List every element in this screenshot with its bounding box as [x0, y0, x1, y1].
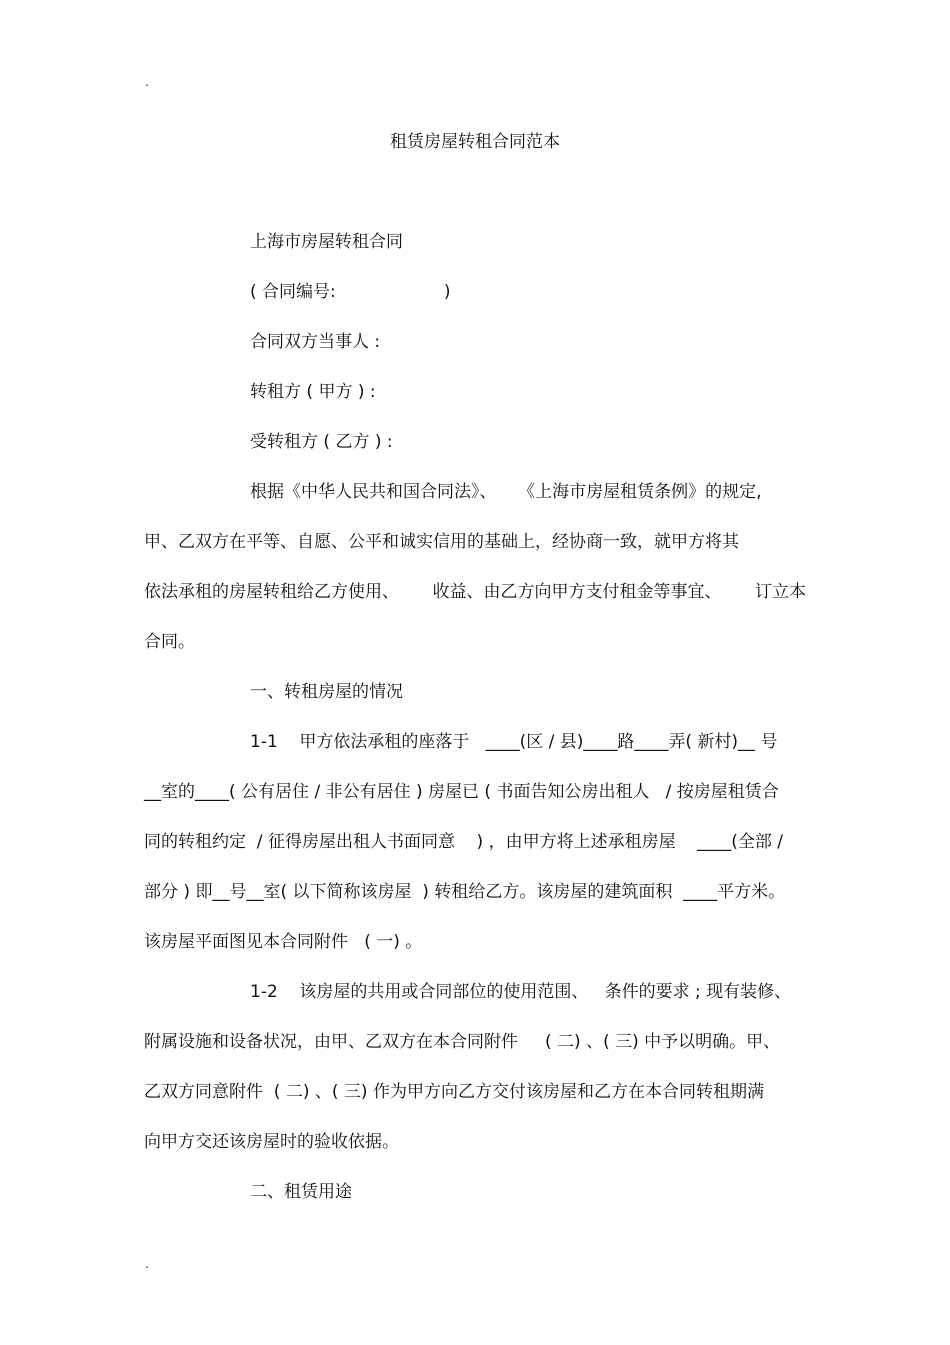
clause-1-1-line-5: 该房屋平面图见本合同附件 ( 一) 。 — [144, 932, 423, 952]
party-b-line: 受转租方 ( 乙方 ) : — [250, 432, 393, 452]
footer-mark: . — [145, 1257, 149, 1271]
clause-1-2-line-4: 向甲方交还该房屋时的验收依据。 — [144, 1132, 399, 1152]
clause-1-1-line-3: 同的转租约定 / 征得房屋出租人书面同意 ) ，由甲方将上述承租房屋 ____(全部 / — [144, 832, 783, 852]
preamble-line-3-part-3: 订立本 — [755, 582, 806, 602]
contract-number: ( 合同编号: ) — [250, 282, 451, 302]
document-title: 租赁房屋转租合同范本 — [390, 132, 560, 152]
preamble-line-1: 根据《中华人民共和国合同法》、 《上海市房屋租赁条例》的规定, — [250, 482, 762, 502]
clause-1-1-line-2: __室的____( 公有居住 / 非公有居住 ) 房屋已 ( 书面告知公房出租人 / 按房屋租赁合 — [144, 782, 779, 802]
clause-1-2-line-1: 1-2 该房屋的共用或合同部位的使用范围、 条件的要求 ; 现有装修、 — [250, 982, 792, 1002]
party-a-line: 转租方 ( 甲方 ) : — [250, 382, 376, 402]
preamble-line-2: 甲、乙双方在平等、自愿、公平和诚实信用的基础上，经协商一致，就甲方将其 — [144, 532, 739, 552]
header-mark: . — [145, 75, 149, 89]
preamble-line-3 — [144, 580, 806, 604]
section-1-heading: 一、转租房屋的情况 — [250, 682, 403, 702]
contract-heading: 上海市房屋转租合同 — [250, 232, 403, 252]
parties-label: 合同双方当事人 : — [250, 332, 381, 352]
preamble-line-4: 合同。 — [144, 632, 195, 652]
clause-1-2-line-3: 乙双方同意附件 ( 二) 、( 三) 作为甲方向乙方交付该房屋和乙方在本合同转租期满 — [144, 1082, 764, 1102]
clause-1-1-line-4: 部分 ) 即__号__室( 以下简称该房屋 ) 转租给乙方。该房屋的建筑面积 ____平方米。 — [144, 882, 786, 902]
clause-1-1-line-1: 1-1 甲方依法承租的座落于 ____(区 / 县)____路____弄( 新村)__ 号 — [250, 732, 778, 752]
preamble-line-3-part-2: 收益、由乙方向甲方支付租金等事宜、 — [432, 582, 722, 602]
preamble-line-3-part-1: 依法承租的房屋转租给乙方使用、 — [144, 582, 399, 602]
clause-1-2-line-2: 附属设施和设备状况，由甲、乙双方在本合同附件 ( 二) 、( 三) 中予以明确。甲、 — [144, 1032, 781, 1052]
section-2-heading: 二、租赁用途 — [250, 1182, 352, 1202]
